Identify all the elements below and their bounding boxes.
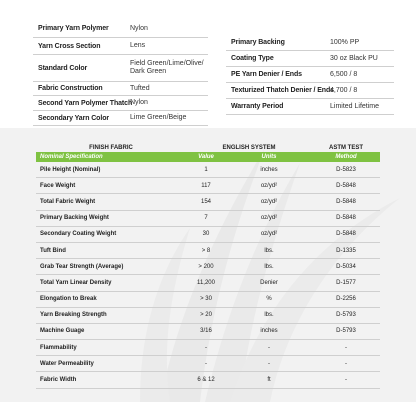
cell-value: 3/16 bbox=[200, 328, 212, 335]
spec-label: Standard Color bbox=[38, 64, 88, 72]
column-header-units: Units bbox=[261, 154, 277, 160]
cell-method: D-2256 bbox=[336, 296, 356, 303]
cell-units: lbs. bbox=[264, 263, 274, 270]
spec-row-pe-yarn-denier-ends bbox=[226, 67, 394, 83]
table-row bbox=[36, 194, 380, 210]
spec-row-primary-backing bbox=[226, 35, 394, 51]
spec-row-secondary-yarn-color bbox=[33, 111, 208, 126]
cell-method: D-5848 bbox=[336, 198, 356, 205]
left-spec-list bbox=[33, 20, 208, 126]
cell-method: - bbox=[345, 360, 347, 367]
spec-row-yarn-cross-section bbox=[33, 38, 208, 55]
spec-value: Limited Lifetime bbox=[330, 102, 380, 110]
column-header-method: Method bbox=[335, 154, 357, 160]
cell-method: D-5848 bbox=[336, 231, 356, 238]
table-row bbox=[36, 227, 380, 243]
cell-units: oz/yd² bbox=[260, 182, 278, 189]
table-row bbox=[36, 211, 380, 227]
cell-units: - bbox=[268, 360, 270, 367]
astm-test-heading: ASTM TEST bbox=[329, 144, 363, 151]
cell-method: D-5793 bbox=[336, 328, 356, 335]
spec-row-coating-type bbox=[226, 51, 394, 67]
spec-value: 100% PP bbox=[330, 38, 360, 46]
cell-units: Denier bbox=[260, 279, 278, 286]
spec-label: Texturized Thatch Denier / Ends bbox=[231, 87, 334, 94]
cell-value: 30 bbox=[202, 231, 210, 238]
spec-value: Tufted bbox=[130, 84, 150, 92]
cell-spec: Machine Guage bbox=[40, 328, 85, 335]
cell-units: % bbox=[266, 296, 272, 303]
spec-label: Primary Backing bbox=[231, 39, 285, 46]
cell-spec: Water Permeability bbox=[40, 360, 94, 367]
cell-spec: Grab Tear Strength (Average) bbox=[40, 263, 124, 270]
cell-spec: Elongation to Break bbox=[40, 296, 97, 303]
spec-label: Secondary Yarn Color bbox=[38, 114, 110, 122]
spec-label: Second Yarn Polymer Thatch bbox=[38, 99, 133, 107]
table-row bbox=[36, 340, 380, 356]
cell-units: ft bbox=[267, 377, 271, 384]
technical-spec-section bbox=[0, 128, 416, 402]
spec-row-texturized-thatch-denier-ends bbox=[226, 83, 394, 99]
table-row bbox=[36, 178, 380, 194]
column-header-value: Value bbox=[198, 154, 214, 160]
table-row bbox=[36, 243, 380, 259]
cell-value: > 8 bbox=[201, 247, 211, 254]
finish-fabric-heading: FINISH FABRIC bbox=[89, 144, 133, 151]
spec-row-primary-yarn-polymer bbox=[33, 20, 208, 38]
spec-label: Primary Yarn Polymer bbox=[38, 25, 109, 32]
spec-row-standard-color bbox=[33, 55, 208, 82]
cell-spec: Flammability bbox=[40, 344, 77, 351]
spec-value: Nylon bbox=[130, 24, 148, 32]
cell-method: D-5848 bbox=[336, 215, 356, 222]
cell-spec: Total Fabric Weight bbox=[40, 198, 96, 205]
spec-table-body bbox=[36, 162, 380, 389]
column-header-row bbox=[36, 152, 380, 162]
cell-spec: Pile Height (Nominal) bbox=[40, 166, 101, 173]
cell-value: - bbox=[205, 344, 207, 351]
cell-value: 154 bbox=[200, 198, 211, 205]
english-system-heading: ENGLISH SYSTEM bbox=[222, 144, 276, 151]
cell-units: oz/yd² bbox=[260, 231, 278, 238]
cell-method: - bbox=[345, 377, 347, 384]
cell-spec: Total Yarn Linear Density bbox=[40, 279, 112, 286]
cell-method: D-1577 bbox=[336, 279, 356, 286]
cell-value: 6 & 12 bbox=[197, 377, 215, 384]
section-header-row bbox=[36, 143, 380, 152]
table-row bbox=[36, 259, 380, 275]
cell-value: 1 bbox=[204, 166, 208, 173]
column-header-spec: Nominal Specification bbox=[40, 154, 103, 160]
cell-units: oz/yd² bbox=[260, 198, 278, 205]
spec-row-fabric-construction bbox=[33, 82, 208, 96]
spec-table bbox=[36, 143, 380, 389]
cell-method: D-5848 bbox=[336, 182, 356, 189]
spec-value: Lens bbox=[130, 42, 146, 49]
cell-value: > 200 bbox=[198, 263, 214, 270]
spec-value: Nylon bbox=[130, 99, 148, 106]
cell-method: D-1335 bbox=[336, 247, 356, 254]
cell-value: > 20 bbox=[200, 312, 212, 319]
product-overview-section bbox=[0, 0, 416, 128]
cell-method: D-5034 bbox=[336, 263, 356, 270]
right-spec-list bbox=[226, 35, 394, 115]
cell-spec: Yarn Breaking Strength bbox=[40, 312, 107, 319]
cell-method: D-5793 bbox=[336, 312, 356, 319]
cell-value: 7 bbox=[204, 215, 208, 222]
table-row bbox=[36, 372, 380, 388]
cell-method: - bbox=[345, 344, 347, 351]
spec-row-second-yarn-polymer-thatch bbox=[33, 96, 208, 111]
table-row bbox=[36, 275, 380, 291]
cell-units: inches bbox=[260, 166, 278, 173]
spec-label: Warranty Period bbox=[231, 103, 284, 110]
cell-units: - bbox=[268, 344, 270, 351]
cell-value: - bbox=[205, 360, 207, 367]
cell-units: oz/yd² bbox=[260, 215, 278, 222]
table-row bbox=[36, 162, 380, 178]
cell-value: 11,200 bbox=[197, 279, 215, 286]
cell-spec: Face Weight bbox=[40, 182, 76, 189]
cell-units: inches bbox=[260, 328, 278, 335]
spec-label: Yarn Cross Section bbox=[38, 42, 101, 50]
cell-spec: Fabric Width bbox=[40, 377, 77, 384]
spec-label: PE Yarn Denier / Ends bbox=[231, 71, 302, 78]
spec-value: 4,700 / 8 bbox=[330, 86, 358, 94]
spec-label: Fabric Construction bbox=[38, 85, 103, 92]
spec-value: Lime Green/Beige bbox=[130, 114, 187, 121]
spec-label: Coating Type bbox=[231, 55, 274, 62]
spec-row-warranty-period bbox=[226, 99, 394, 115]
table-row bbox=[36, 324, 380, 340]
spec-value: Field Green/Lime/Olive/ Dark Green bbox=[130, 60, 204, 75]
cell-value: 117 bbox=[201, 182, 211, 189]
spec-value: 30 oz Black PU bbox=[330, 54, 378, 62]
cell-spec: Tuft Bind bbox=[40, 247, 66, 254]
cell-spec: Primary Backing Weight bbox=[40, 215, 109, 222]
cell-method: D-5823 bbox=[336, 166, 356, 173]
spec-value: 6,500 / 8 bbox=[330, 70, 358, 78]
cell-units: lbs. bbox=[264, 312, 274, 319]
cell-spec: Secondary Coating Weight bbox=[40, 231, 117, 238]
table-row bbox=[36, 356, 380, 372]
table-row bbox=[36, 308, 380, 324]
cell-value: > 30 bbox=[200, 296, 212, 303]
table-row bbox=[36, 292, 380, 308]
cell-units: lbs. bbox=[264, 247, 274, 254]
